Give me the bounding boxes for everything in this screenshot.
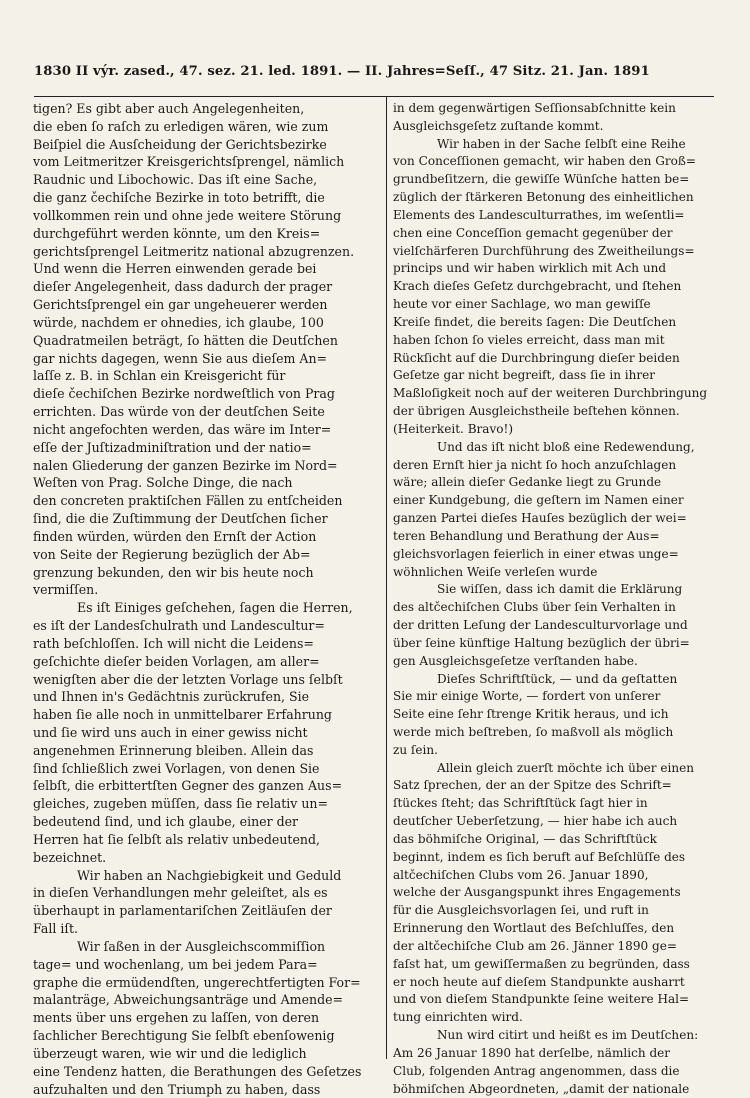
text-line: (Heiterkeit. Bravo!) [393,421,514,436]
left-column [33,100,378,1098]
text-line: Allein gleich zuerſt möchte ich über einen [437,760,694,775]
text-line: gar nichts dagegen, wenn Sie aus dieſem An= [33,350,328,366]
text-line: für die Ausgleichsvorlagen ſei, und ruft in [393,903,649,918]
text-line: Seite eine ſehr ſtrenge Kritik heraus, und ich [393,707,669,722]
text-line: geſchichte dieſer beiden Vorlagen, am aller= [33,653,320,669]
text-line: tigen? Es gibt aber auch Angelegenheiten, [33,101,305,116]
text-line: tage= und wochenlang, um bei jedem Para= [33,956,318,972]
text-line: es iſt der Landesſchulrath und Landescultur= [33,618,325,634]
text-line: vom Leitmeritzer Kreisgerichtsſprengel, nämlich [33,154,345,170]
text-line: vermiſſen. [33,582,99,598]
text-line: wöhnlichen Weiſe verleſen wurde [393,564,598,579]
text-line: der altčechiſche Club am 26. Jänner 1890 ge= [393,938,677,953]
text-line: der übrigen Ausgleichstheile beſtehen können. [393,404,680,419]
text-line: wenigſten aber die der letzten Vorlage uns ſelbſt [33,671,343,687]
text-line: Und wenn die Herren einwenden gerade bei [33,261,317,277]
text-line: welche der Ausgangspunkt ihres Engagements [393,885,681,900]
text-line: Quadratmeilen beträgt, ſo hätten die Deutſchen [33,332,338,348]
text-line: gleichsvorlagen feierlich in einer etwas unge= [393,546,679,561]
text-line: Herren hat ſie ſelbſt als relativ unbedeutend, [33,831,320,847]
text-line: eſſe der Juſtizadminiſtration und der natio= [33,439,312,455]
text-line: von Seite der Regierung bezüglich der Ab= [33,546,311,562]
text-line: Wir haben in der Sache ſelbſt eine Reihe [437,136,686,151]
text-line: ſind ſchließlich zwei Vorlagen, von denen Sie [33,760,320,776]
column-divider [386,97,387,1059]
text-line: deren Ernſt hier ja nicht ſo hoch anzuſchlagen [393,457,677,472]
text-line: dieſer Angelegenheit, dass dadurch der prager [33,279,333,295]
text-line: aufzuhalten und den Triumph zu haben, dass [33,1081,321,1097]
text-line: vollkommen rein und ohne jede weitere Störung [33,207,342,223]
text-line: gerichtsſprengel Leitmeritz national abzugrenzen. [33,243,355,259]
text-line: überhaupt in parlamentariſchen Zeitläuſen der [33,903,332,919]
text-line: er noch heute auf dieſem Standpunkte ausharrt [393,974,685,989]
text-line: grenzung bekunden, den wir bis heute noch [33,564,314,580]
text-line: der dritten Leſung der Landesculturvorlage und [393,618,688,633]
text-line: Weſten von Prag. Solche Dinge, die nach [33,475,293,491]
text-line: ganzen Partei dieſes Hauſes bezüglich der wei= [393,511,687,526]
text-line: des altčechiſchen Clubs über ſein Verhalten in [393,600,676,615]
text-line: altčechiſchen Clubs vom 26. Januar 1890, [393,867,649,882]
text-line: würde, nachdem er ohnedies, ich glaube, 100 [33,314,324,330]
text-line: chen eine Conceſſion gemacht gegenüber der [393,225,673,240]
text-line: und Ihnen in's Gedächtnis zurückrufen, Sie [33,689,310,705]
text-line: Beiſpiel die Ausſcheidung der Gerichtsbezirke [33,136,327,152]
text-line: heute vor einer Sachlage, wo man gewiſſe [393,297,651,312]
text-line: Gerichtsſprengel ein gar ungeheuerer werden [33,297,328,313]
text-line: gen Ausgleichsgeſetze verſtanden habe. [393,653,638,668]
text-line: finden würden, würden den Ernſt der Action [33,528,317,544]
text-line: princips und wir haben wirklich mit Ach und [393,261,667,276]
text-line: vielſchärferen Durchführung des Zweitheilungs= [393,243,695,258]
text-line: Wir haben an Nachgiebigkeit und Geduld [77,867,342,883]
text-line: Krach dieſes Geſetz durchgebracht, und ſtehen [393,279,682,294]
text-line: zu ſein. [393,742,438,757]
text-line: durchgeführt werden könnte, um den Kreis= [33,225,321,241]
text-line: ments über uns ergehen zu laſſen, von deren [33,1010,320,1026]
text-line: haben ſie alle noch in unmittelbarer Erfahrung [33,707,332,723]
text-line: das böhmiſche Original, — das Schriftſtück [393,831,657,846]
text-line: grundbeſitzern, die gewiſſe Wünſche hatten be= [393,172,690,187]
text-line: beginnt, indem es ſich beruft auf Beſchlüſſe des [393,849,686,864]
text-line: wäre; allein dieſer Gedanke liegt zu Grunde [393,475,662,490]
text-line: züglich der ſtärkeren Betonung des einheitlichen [393,190,694,205]
text-line: graphe die ermüdendſten, ungerechtfertigten For= [33,974,361,990]
text-line: Rückſicht auf die Durchbringung dieſer beiden [393,350,680,365]
text-line: Satz ſprechen, der an der Spitze des Schrift= [393,778,672,793]
text-line: Sie mir einige Worte, — fordert von unſerer [393,689,661,704]
running-header: 1830 II výr. zased., 47. sez. 21. led. 1891. — II. Jahres=Seſſ., 47 Sitz. 21. Jan. 1891 [34,64,650,79]
text-line: Dieſes Schriftſtück, — und da geſtatten [437,671,678,686]
text-line: bedeutend ſind, und ich glaube, einer der [33,814,299,830]
text-line: ſtückes ſteht; das Schriftſtück ſagt hier in [393,796,648,811]
text-line: haben ſchon ſo vieles erreicht, dass man mit [393,332,665,347]
text-line: Maßloſigkeit noch auf der weiteren Durchbringung [393,386,708,401]
text-line: bezeichnet. [33,849,107,865]
text-line: Nun wird citirt und heißt es im Deutſchen: [437,1028,699,1043]
text-line: Und das iſt nicht bloß eine Redewendung, [437,439,695,454]
text-line: nalen Gliederung der ganzen Bezirke im Nord= [33,457,338,473]
text-line: errichten. Das würde von der deutſchen Seite [33,404,325,420]
text-line: von Conceſſionen gemacht, wir haben den Groß= [393,154,697,169]
text-line: Geſetze gar nicht begreift, dass ſie in ihrer [393,368,656,383]
text-line: Raudnic und Libochowic. Das iſt eine Sache, [33,172,318,188]
text-line: Kreiſe findet, die bereits ſagen: Die Deutſchen [393,314,677,329]
text-line: die ganz čechiſche Bezirke in toto betrifft, die [33,190,325,206]
text-line: rath beſchloſſen. Ich will nicht die Leidens= [33,635,314,651]
text-line: den concreten praktiſchen Fällen zu entſcheiden [33,493,343,509]
text-line: über ſeine künftige Haltung bezüglich der übri= [393,635,690,650]
text-line: Am 26 Januar 1890 hat derſelbe, nämlich der [393,1045,671,1060]
text-line: deutſcher Ueberſetzung, — hier habe ich auch [393,814,678,829]
text-line: in dieſen Verhandlungen mehr geleiſtet, als es [33,885,328,901]
text-line: Fall iſt. [33,921,79,937]
text-line: laſſe z. B. in Schlan ein Kreisgericht für [33,368,286,384]
text-line: malanträge, Abweichungsanträge und Amende= [33,992,344,1008]
text-line: Wir ſaßen in der Ausgleichscommiſſion [77,938,326,954]
text-line: überzeugt waren, wie wir und die lediglich [33,1045,307,1061]
text-line: nicht angefochten werden, das wäre im Inter= [33,421,332,437]
text-line: ſelbſt, die erbittertſten Gegner des ganzen Aus= [33,778,343,794]
text-line: Club, folgenden Antrag angenommen, dass die [393,1063,680,1078]
text-line: ſind, die die Zuſtimmung der Deutſchen ſicher [33,511,328,527]
text-line: werde mich beſtreben, ſo maßvoll als möglich [393,724,674,739]
header-rule [34,96,714,97]
text-line: tung einrichten wird. [393,1010,523,1025]
text-line: Es iſt Einiges geſchehen, ſagen die Herren, [77,600,353,616]
text-line: Elements des Landesculturrathes, im weſentli= [393,207,685,222]
text-line: ſachlicher Berechtigung Sie ſelbſt ebenſowenig [33,1028,335,1044]
text-line: Sie wiſſen, dass ich damit die Erklärung [437,582,683,597]
text-line: angenehmen Erinnerung bleiben. Allein das [33,742,314,758]
text-line: Erinnerung den Wortlaut des Beſchluſſes, den [393,921,675,936]
text-line: und von dieſem Standpunkte ſeine weitere Hal= [393,992,690,1007]
text-line: böhmiſchen Abgeordneten, „damit der nationale [393,1081,690,1096]
text-line: in dem gegenwärtigen Seſſionsabſchnitte kein [393,101,676,115]
text-line: Ausgleichsgeſetz zuſtande kommt. [393,118,604,133]
text-line: dieſe čechiſchen Bezirke nordweſtlich von Prag [33,386,335,402]
text-line: teren Behandlung und Berathung der Aus= [393,528,660,543]
right-column [393,100,715,1098]
text-line: eine Tendenz hatten, die Berathungen des Geſetzes [33,1063,362,1079]
text-line: gleiches, zugeben müſſen, dass ſie relativ un= [33,796,329,812]
text-line: und ſie wird uns auch in einer gewiss nicht [33,724,308,740]
text-line: die eben ſo raſch zu erledigen wären, wie zum [33,118,329,134]
text-line: faſst hat, um gewiſſermaßen zu begründen, dass [393,956,690,971]
text-line: einer Kundgebung, die geſtern im Namen einer [393,493,684,508]
